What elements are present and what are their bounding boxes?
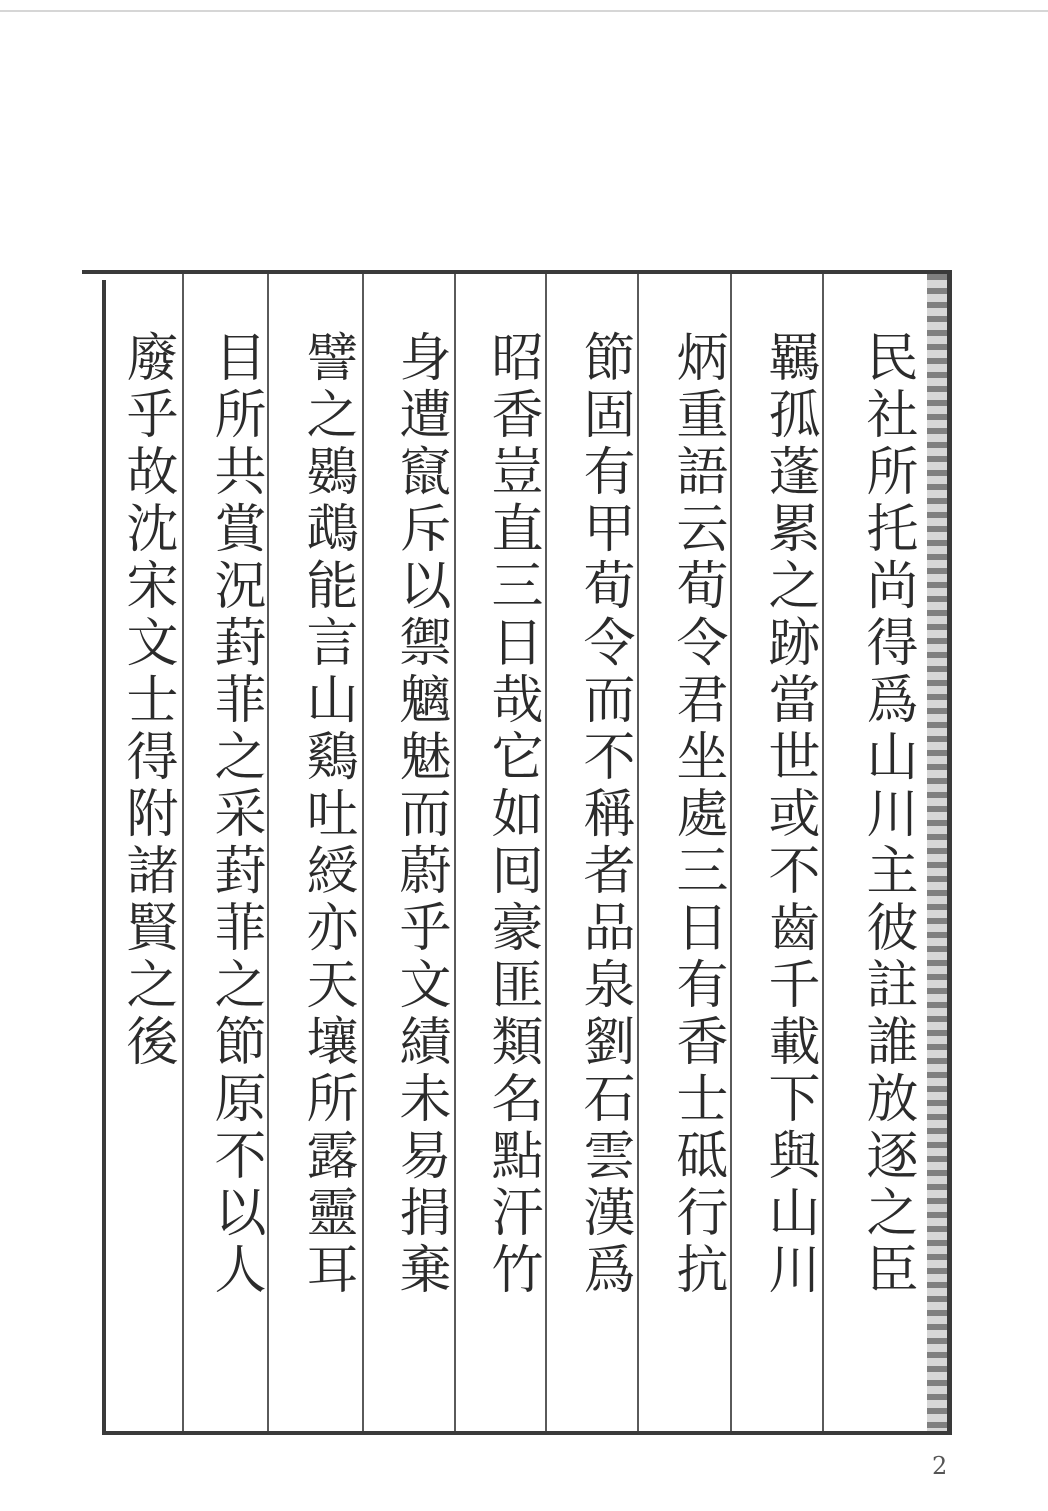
page-frame [82, 270, 952, 1435]
text-column-3: 炳重語云荀令君坐處三日有香士砥行抗 [667, 330, 727, 1299]
column-divider [182, 274, 184, 1431]
column-divider [362, 274, 364, 1431]
text-column-5: 昭香豈直三日哉它如囘豪匪類名點汗竹 [482, 330, 542, 1299]
scan-top-edge [0, 10, 1048, 12]
text-column-9: 廢乎故沈宋文士得附諸賢之後 [117, 330, 177, 1071]
block-center-margin [927, 274, 947, 1431]
page-number: 2 [932, 1452, 948, 1480]
text-column-1: 民社所托尚得爲山川主彼註誰放逐之臣 [857, 330, 917, 1299]
text-column-4: 節固有甲荀令而不稱者品泉劉石雲漢爲 [574, 330, 634, 1299]
text-column-8: 目所共賞況葑菲之采葑菲之節原不以人 [205, 330, 265, 1299]
text-column-2: 羈孤蓬累之跡當世或不齒千載下與山川 [759, 330, 819, 1299]
text-column-7: 譬之鷃鵡能言山鷄吐綬亦天壤所露靈耳 [297, 330, 357, 1299]
frame-right-border [947, 270, 952, 1435]
text-column-6: 身遭竄斥以禦魑魅而蔚乎文績未易捐棄 [390, 330, 450, 1299]
frame-bottom-border [102, 1431, 952, 1435]
frame-left-border [102, 280, 106, 1435]
